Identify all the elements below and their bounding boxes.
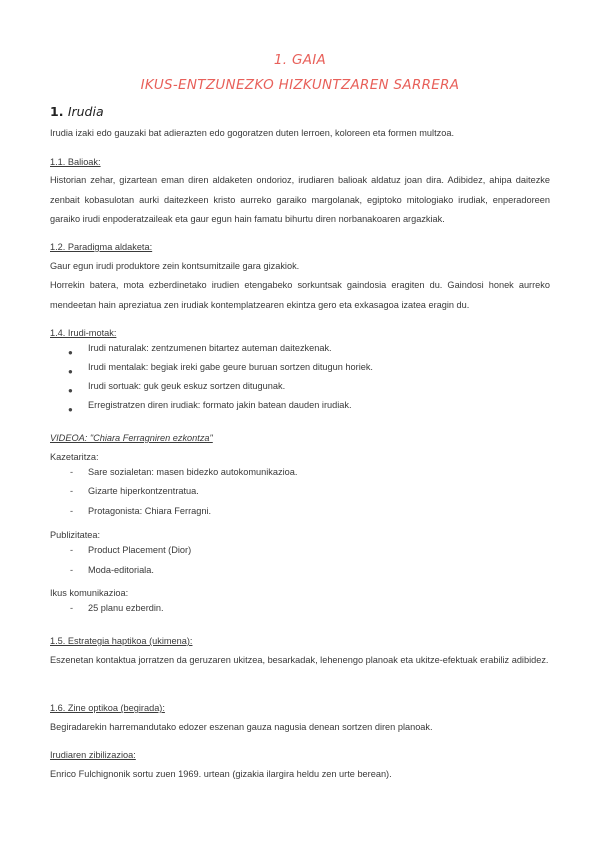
optikoa-text: Begiradarekin harremandutako edozer eszenan gauza nagusia denean sortzen diren planoak. bbox=[50, 722, 433, 732]
chapter-title: IKUS-ENTZUNEZKO HIZKUNTZAREN SARRERA bbox=[140, 77, 460, 93]
balioak-text: Historian zehar, gizartean eman diren aldaketen ondorioz, irudiaren balioak aldatuz joan dira. Adibidez, ahipa daitezke zenbait kobasulotan aurki daitezkeen kristo aurreko garaiko margolanak, egiptoko mitologiako irudiak, enperadoreen garaiko irudi enpoderatzaileak eta gaur egun hain famatu bihurtu diren norbanakoaren argazkiak. bbox=[50, 175, 550, 224]
list-item: Sare sozialetan: masen bidezko autokomunikazioa. bbox=[88, 467, 298, 477]
dash-icon: - bbox=[70, 545, 74, 555]
list-item: Gizarte hiperkontzentratua. bbox=[88, 486, 199, 496]
dash-icon: - bbox=[70, 467, 74, 477]
list-item: Erregistratzen diren irudiak: formato jakin batean dauden irudiak. bbox=[88, 400, 352, 410]
chapter-number: 1. GAIA bbox=[273, 52, 327, 68]
bullet-icon: ● bbox=[68, 348, 73, 357]
ikus-komunikazioa-heading: Ikus komunikazioa: bbox=[50, 588, 129, 598]
publizitatea-heading: Publizitatea: bbox=[50, 530, 101, 540]
list-item: Irudi mentalak: begiak ireki gabe geure buruan sortzen ditugun horiek. bbox=[88, 362, 373, 372]
list-item: 25 planu ezberdin. bbox=[88, 603, 164, 613]
dash-icon: - bbox=[70, 486, 74, 496]
paradigma-heading: 1.2. Paradigma aldaketa: bbox=[50, 242, 153, 252]
haptikoa-heading: 1.5. Estrategia haptikoa (ukimena): bbox=[50, 636, 193, 646]
dash-icon: - bbox=[70, 565, 74, 575]
list-item: Moda-editoriala. bbox=[88, 565, 154, 575]
haptikoa-text: Eszenetan kontaktua jorratzen da geruzaren ukitzea, besarkadak, lehenengo planoak eta ukitze-efektuak erabiliz adibidez. bbox=[50, 655, 549, 665]
list-item: Product Placement (Dior) bbox=[88, 545, 192, 555]
section-title: Irudia bbox=[67, 104, 104, 119]
list-item: Protagonista: Chiara Ferragni. bbox=[88, 506, 212, 516]
section-number: 1. bbox=[50, 104, 64, 119]
zibilizazioa-text: Enrico Fulchignonik sortu zuen 1969. urtean (gizakia ilargira heldu zen urte berean). bbox=[50, 769, 392, 779]
list-item: Irudi naturalak: zentzumenen bitartez auteman daitezkenak. bbox=[88, 343, 332, 353]
paradigma-text: Horrekin batera, mota ezberdinetako irudien etengabeko sorkuntsak gaindosia eragiten du. Gaindosi honek aurreko mendeetan hain apreziatua zen irudiak kontemplatzearen ekintza gero eta exkasagoa izatea eragin du. bbox=[50, 280, 550, 310]
dash-icon: - bbox=[70, 603, 74, 613]
zibilizazioa-heading: Irudiaren zibilizazioa: bbox=[50, 750, 136, 760]
irudi-motak-heading: 1.4. Irudi-motak: bbox=[50, 328, 117, 338]
irudia-definition: Irudia izaki edo gauzaki bat adierazten edo gogoratzen duten lerroen, koloreen eta formen multzoa. bbox=[50, 128, 454, 138]
kazetaritza-heading: Kazetaritza: bbox=[50, 452, 99, 462]
section-heading-irudia bbox=[50, 104, 104, 119]
videoa-label: VIDEOA: "Chiara Ferragniren ezkontza" bbox=[50, 433, 213, 443]
dash-icon: - bbox=[70, 506, 74, 516]
balioak-heading: 1.1. Balioak: bbox=[50, 157, 101, 167]
bullet-icon: ● bbox=[68, 405, 73, 414]
bullet-icon: ● bbox=[68, 367, 73, 376]
list-item: Irudi sortuak: guk geuk eskuz sortzen ditugunak. bbox=[88, 381, 286, 391]
optikoa-heading: 1.6. Zine optikoa (begirada): bbox=[50, 703, 165, 713]
bullet-icon: ● bbox=[68, 386, 73, 395]
paradigma-line1: Gaur egun irudi produktore zein kontsumitzaile gara gizakiok. bbox=[50, 261, 300, 271]
